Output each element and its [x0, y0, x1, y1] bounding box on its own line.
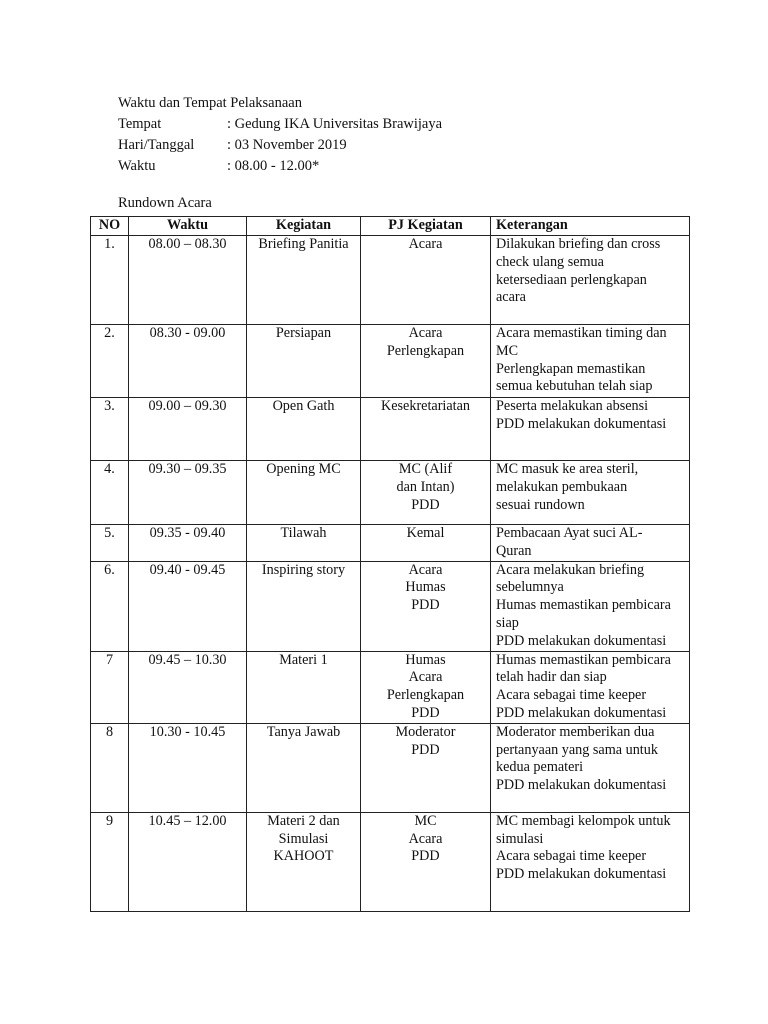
cell-keterangan-line: PDD melakukan dokumentasi: [496, 777, 667, 794]
cell-pj-line: Perlengkapan: [386, 687, 465, 704]
header-pj: PJ Kegiatan: [361, 217, 491, 236]
header-waktu: Waktu: [129, 217, 247, 236]
cell-pj: [361, 461, 491, 525]
cell-waktu-line: 09.00 – 09.30: [148, 398, 227, 414]
cell-pj: [361, 525, 491, 562]
cell-keterangan: [491, 561, 690, 651]
cell-keterangan-line: Acara melakukan briefing: [496, 561, 645, 578]
cell-keterangan-line: telah hadir dan siap: [496, 669, 607, 686]
cell-pj-line: MC: [414, 812, 437, 829]
cell-keterangan-line: Quran: [496, 542, 532, 559]
cell-kegiatan-line: Materi 2 dan: [267, 812, 340, 829]
cell-keterangan: [491, 651, 690, 723]
cell-keterangan-line: pertanyaan yang sama untuk: [496, 741, 658, 758]
cell-kegiatan: [247, 398, 361, 461]
cell-keterangan-line: Pembacaan Ayat suci AL-: [496, 525, 643, 541]
cell-keterangan: [491, 812, 690, 911]
cell-kegiatan-line: Simulasi: [278, 830, 329, 847]
cell-pj-line: dan Intan): [396, 478, 455, 495]
info-row-waktu: [118, 156, 442, 177]
cell-keterangan-line: Dilakukan briefing dan cross: [496, 236, 661, 252]
cell-waktu: [129, 398, 247, 461]
cell-waktu-line: 08.00 – 08.30: [148, 236, 227, 252]
cell-keterangan-line: PDD melakukan dokumentasi: [496, 415, 667, 432]
cell-kegiatan-line: Tilawah: [280, 525, 327, 541]
cell-pj-line: PDD: [411, 848, 440, 865]
cell-kegiatan: [247, 236, 361, 325]
cell-no: [91, 461, 129, 525]
table-row: [91, 236, 690, 325]
info-title: Waktu dan Tempat Pelaksanaan: [118, 95, 302, 111]
cell-kegiatan: [247, 561, 361, 651]
cell-pj-line: Acara: [408, 325, 443, 341]
event-info: [118, 93, 442, 177]
cell-kegiatan-line: Opening MC: [266, 461, 341, 477]
cell-waktu: [129, 723, 247, 812]
cell-pj-line: MC (Alif: [398, 461, 453, 477]
cell-pj-line: PDD: [411, 496, 440, 513]
cell-keterangan-line: PDD melakukan dokumentasi: [496, 866, 667, 883]
table-row: [91, 461, 690, 525]
cell-keterangan-line: MC masuk ke area steril,: [496, 461, 639, 477]
cell-pj: [361, 561, 491, 651]
cell-no: [91, 236, 129, 325]
cell-waktu: [129, 651, 247, 723]
table-row: [91, 561, 690, 651]
cell-waktu-line: 09.35 - 09.40: [149, 525, 226, 541]
cell-pj-line: Kesekretariatan: [380, 398, 470, 414]
cell-no: [91, 651, 129, 723]
cell-kegiatan: [247, 461, 361, 525]
cell-pj-line: Moderator: [395, 723, 456, 740]
header-keterangan: Keterangan: [491, 217, 690, 236]
cell-keterangan-line: Perlengkapan memastikan: [496, 360, 646, 377]
cell-pj: [361, 236, 491, 325]
cell-pj-line: Kemal: [406, 525, 445, 541]
cell-keterangan-line: Moderator memberikan dua: [496, 723, 655, 740]
header-kegiatan: Kegiatan: [247, 217, 361, 236]
cell-keterangan: [491, 461, 690, 525]
cell-waktu: [129, 461, 247, 525]
cell-keterangan: [491, 325, 690, 398]
cell-pj-line: Acara: [408, 669, 443, 686]
table-row: [91, 398, 690, 461]
info-value: : 03 November 2019: [227, 137, 347, 153]
cell-no: [91, 561, 129, 651]
table-row: [91, 812, 690, 911]
cell-waktu-line: 10.45 – 12.00: [148, 812, 227, 829]
cell-no: [91, 723, 129, 812]
cell-no-line: 2.: [104, 325, 115, 341]
cell-no: [91, 812, 129, 911]
cell-kegiatan-line: KAHOOT: [273, 848, 334, 865]
cell-no-line: 9: [105, 812, 114, 829]
cell-kegiatan-line: Persiapan: [275, 325, 332, 341]
cell-kegiatan-line: Tanya Jawab: [266, 723, 341, 740]
cell-keterangan-line: Acara sebagai time keeper: [496, 848, 647, 865]
cell-pj-line: PDD: [411, 597, 440, 614]
cell-kegiatan: [247, 651, 361, 723]
cell-keterangan-line: MC: [496, 342, 519, 359]
cell-waktu-line: 09.45 – 10.30: [148, 651, 227, 668]
cell-pj: [361, 651, 491, 723]
table-header-row: [91, 217, 690, 236]
info-value: : Gedung IKA Universitas Brawijaya: [227, 116, 443, 132]
cell-pj-line: Acara: [408, 561, 443, 578]
cell-pj: [361, 325, 491, 398]
cell-no-line: 3.: [104, 398, 115, 414]
cell-keterangan-line: siap: [496, 614, 519, 631]
cell-no-line: 4.: [104, 461, 115, 477]
info-label: Waktu: [118, 158, 156, 174]
cell-pj-line: Humas: [405, 651, 446, 668]
cell-pj: [361, 398, 491, 461]
rundown-table: [90, 216, 690, 912]
table-body: [91, 236, 690, 912]
info-value: : 08.00 - 12.00*: [227, 158, 320, 174]
cell-keterangan-line: Peserta melakukan absensi: [496, 398, 649, 414]
cell-keterangan-line: kedua pemateri: [496, 759, 584, 776]
cell-pj: [361, 723, 491, 812]
cell-waktu-line: 09.30 – 09.35: [148, 461, 227, 477]
cell-no-line: 5.: [104, 525, 115, 541]
table-row: [91, 525, 690, 562]
cell-keterangan-line: semua kebutuhan telah siap: [496, 378, 653, 395]
cell-keterangan-line: Acara memastikan timing dan: [496, 325, 667, 341]
cell-no: [91, 525, 129, 562]
cell-waktu-line: 10.30 - 10.45: [149, 723, 226, 740]
cell-no-line: 7: [105, 651, 114, 668]
cell-pj-line: PDD: [411, 704, 440, 721]
cell-keterangan-line: PDD melakukan dokumentasi: [496, 704, 667, 721]
cell-keterangan-line: Acara sebagai time keeper: [496, 687, 647, 704]
cell-kegiatan-line: Inspiring story: [261, 561, 346, 578]
header-no: NO: [91, 217, 129, 236]
cell-keterangan: [491, 398, 690, 461]
cell-keterangan-line: simulasi: [496, 830, 544, 847]
cell-kegiatan: [247, 812, 361, 911]
cell-kegiatan: [247, 525, 361, 562]
cell-pj-line: Humas: [405, 579, 446, 596]
cell-pj-line: Acara: [408, 236, 443, 252]
cell-keterangan-line: MC membagi kelompok untuk: [496, 812, 671, 829]
cell-kegiatan: [247, 325, 361, 398]
cell-pj: [361, 812, 491, 911]
cell-no-line: 1.: [104, 236, 115, 252]
cell-keterangan-line: PDD melakukan dokumentasi: [496, 632, 667, 649]
cell-waktu-line: 09.40 - 09.45: [149, 561, 226, 578]
cell-kegiatan-line: Open Gath: [272, 398, 335, 414]
cell-no: [91, 398, 129, 461]
cell-waktu: [129, 812, 247, 911]
table-row: [91, 723, 690, 812]
cell-pj-line: PDD: [411, 741, 440, 758]
cell-pj-line: Perlengkapan: [386, 342, 465, 359]
cell-keterangan: [491, 236, 690, 325]
cell-pj-line: Acara: [408, 830, 443, 847]
cell-waktu: [129, 525, 247, 562]
cell-waktu-line: 08.30 - 09.00: [149, 325, 226, 341]
info-label: Tempat: [118, 116, 162, 132]
cell-kegiatan: [247, 723, 361, 812]
cell-keterangan-line: Humas memastikan pembicara: [496, 651, 671, 668]
cell-keterangan-line: sesuai rundown: [496, 496, 585, 513]
cell-keterangan-line: sebelumnya: [496, 579, 564, 596]
info-label: Hari/Tanggal: [118, 137, 195, 153]
cell-waktu: [129, 561, 247, 651]
cell-keterangan-line: melakukan pembukaan: [496, 478, 628, 495]
table-row: [91, 651, 690, 723]
cell-no: [91, 325, 129, 398]
cell-waktu: [129, 236, 247, 325]
cell-keterangan-line: ketersediaan perlengkapan: [496, 271, 647, 288]
cell-keterangan-line: check ulang semua: [496, 253, 604, 270]
cell-kegiatan-line: Materi 1: [279, 651, 328, 668]
cell-waktu: [129, 325, 247, 398]
cell-no-line: 6.: [104, 561, 115, 578]
table-row: [91, 325, 690, 398]
info-row-tanggal: [118, 135, 442, 156]
cell-no-line: 8: [105, 723, 114, 740]
cell-keterangan: [491, 525, 690, 562]
info-row-tempat: [118, 114, 442, 135]
cell-keterangan: [491, 723, 690, 812]
cell-keterangan-line: acara: [496, 289, 526, 306]
cell-keterangan-line: Humas memastikan pembicara: [496, 597, 671, 614]
rundown-title: Rundown Acara: [118, 195, 212, 211]
cell-kegiatan-line: Briefing Panitia: [258, 236, 349, 252]
